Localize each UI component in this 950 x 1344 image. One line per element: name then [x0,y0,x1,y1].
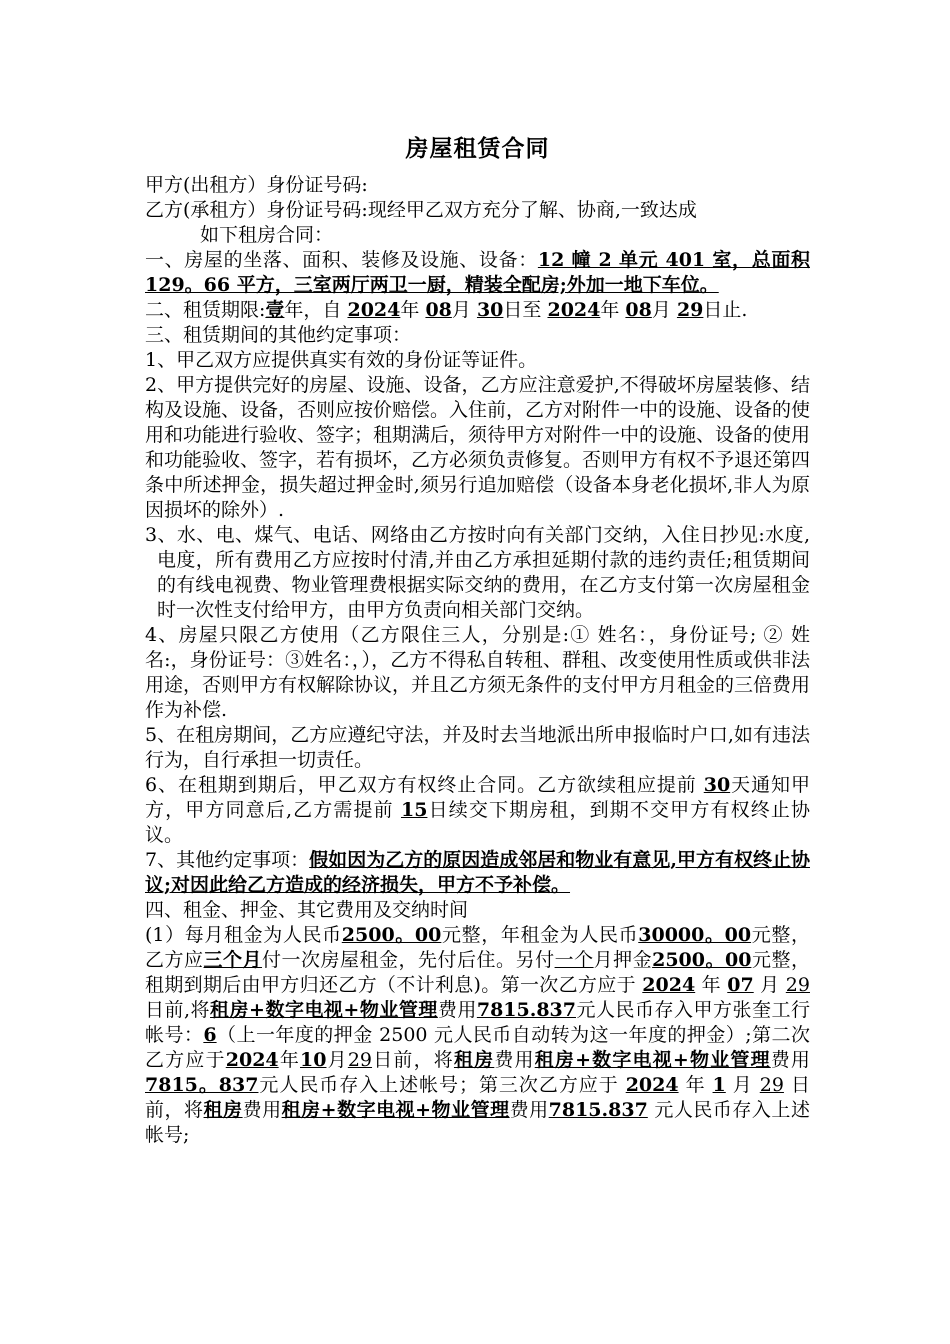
section-3-heading: 三、租赁期间的其他约定事项： [145,324,412,346]
party-b-line: 乙方(承租方）身份证号码:现经甲乙双方充分了解、协商,一致达成 [145,199,697,221]
text-run: 07 [727,974,754,996]
clause-7 [145,848,810,898]
text-run: 2024 [642,974,696,996]
text-run: 租房+数字电视+物业管理 [210,999,438,1021]
text-run: 月 [732,1074,753,1096]
text-run: 7815.837 [476,999,576,1021]
text-run: 日前，将 [145,1074,810,1121]
text-run: 2500。00 [652,949,752,971]
text-run: 月押金 [593,949,653,971]
text-run: 29 [676,299,704,321]
text-run: 租房 [453,1049,495,1071]
text-run: 15 [400,799,428,821]
text-run: 29 [759,1074,784,1096]
text-run: 2024 [225,1049,279,1071]
text-run: 二、租赁期限: [145,299,266,321]
text-run: （上一年度的押金 2500 元人民币自动转为这一年度的押金）;第二次乙方应于 [145,1024,810,1071]
text-run: 30 [703,774,731,796]
text-run: 费用 [770,1049,810,1071]
clause-2: 2、甲方提供完好的房屋、设施、设备，乙方应注意爱护,不得破坏房屋装修、结构及设施、设备，否则应按价赔偿。入住前，乙方对附件一中的设施、设备的使用和功能进行验收、签字；租期满后，须待甲方对附件一中的设施、设备的使用和功能验收、签字，若有损坏，乙方必须负责修复。否则甲方有权不予退还第四条中所述押金，损失超过押金时,须另行追加赔偿（设备本身老化损坏,非人为原因损坏的除外）. [145,374,811,521]
section-1 [145,248,810,298]
clause-5: 5、在租房期间，乙方应遵纪守法，并及时去当地派出所申报临时户口,如有违法行为，自行承担一切责任。 [145,724,810,771]
text-run: (1）每月租金为人民币 [145,924,342,946]
clause-3: 3、水、电、煤气、电话、网络由乙方按时向有关部门交纳，入住日抄见:水度,电度，所有费用乙方应按时付清,并由乙方承担延期付款的违约责任;租赁期间的有线电视费、物业管理费根据实际交纳的费用，在乙方支付第一次房屋租金时一次性支付给甲方，由甲方负责向相关部门交纳。 [145,524,810,621]
text-run: 日止. [703,299,748,321]
text-run: 30000。00 [638,924,752,946]
text-run: 费用 [437,999,477,1021]
clause-4: 4、房屋只限乙方使用（乙方限住三人，分别是:① 姓名：，身份证号; ② 姓名:，身份证号：③姓名：，），乙方不得私自转租、群租、改变使用性质或供非法用途，否则甲方有权解除协议，并且乙方须无条件的支付甲方月租金的三倍费用作为补偿. [145,624,811,721]
property-detail: 12 幢 2 单元 401 室，总面积 129。66 平方，三室两厅两卫一厨，精装全配房;外加一地下车位。 [145,249,810,296]
text-run: 年 [685,1074,706,1096]
party-a-line: 甲方(出租方）身份证号码: [145,174,368,196]
text-run: 费用 [509,1099,549,1121]
section-2 [145,298,810,323]
text-run: 三个月 [203,949,263,971]
text-run: 7815.837 [548,1099,648,1121]
text-run: 元人民币存入甲方张奎工行帐号： [145,999,810,1046]
text-run: 08 [625,299,652,321]
text-run: 租房 [203,1099,243,1121]
text-run: 付一次房屋租金，先付后住。另付 [262,949,555,971]
text-run: 7、其他约定事项： [145,849,310,871]
text-run: 元人民币存入上述帐号; [145,1099,810,1146]
text-run: 2024 [547,299,601,321]
text-run: 月 [451,299,471,321]
text-run: 一、房屋的坐落、面积、装修及设施、设备： [145,249,538,271]
text-run: 6 [203,1024,217,1046]
text-run: 年 [701,974,721,996]
text-run: 租房+数字电视+物业管理 [281,1099,510,1121]
rent-clause-1 [145,923,810,1148]
text-run: 2500。00 [341,924,442,946]
clause-6 [145,773,810,848]
text-run: 月 [651,299,671,321]
clause-1: 1、甲乙双方应提供真实有效的身份证等证件。 [145,349,538,371]
text-run: 一个 [554,949,594,971]
section-4-heading: 四、租金、押金、其它费用及交纳时间 [145,899,469,921]
text-run: 年 [278,1049,301,1071]
text-run: 2024 [625,1074,679,1096]
text-run: 日续交下期房租，到期不交甲方有权终止协议。 [145,799,810,846]
text-run: 月 [760,974,780,996]
text-run: 年，自 [284,299,342,321]
document-title: 房屋租赁合同 [405,135,550,162]
text-run: 08 [425,299,452,321]
text-run: 月 [326,1049,348,1071]
other-terms: 假如因为乙方的原因造成邻居和物业有意见,甲方有权终止协议;对因此给乙方造成的经济损失，甲方不予补偿。 [145,849,810,896]
text-run: 10 [300,1049,327,1071]
party-b-line-cont: 如下租房合同： [200,224,334,246]
text-run: 6、在租期到期后，甲乙双方有权终止合同。乙方欲续租应提前 [145,774,697,796]
text-run: 日至 [503,299,542,321]
text-run: 费用 [242,1099,282,1121]
text-run: 元整，乙方应 [145,924,810,971]
text-run: 年 [400,299,420,321]
text-run: 2024 [347,299,401,321]
text-run: 30 [476,299,504,321]
text-run: 元人民币存入上述帐号；第三次乙方应于 [258,1074,619,1096]
text-run: 1 [712,1074,726,1096]
text-run: 元整，年租金为人民币 [441,924,639,946]
text-run: 年 [600,299,620,321]
text-run: 日前,将 [145,999,211,1021]
text-run: 29 [347,1049,373,1071]
text-run: 元整，租期到期后由甲方归还乙方（不计利息)。第一次乙方应于 [145,949,810,996]
text-run: 29 [785,974,810,996]
text-run: 天通知甲方，甲方同意后,乙方需提前 [145,774,810,821]
text-run: 日前，将 [372,1049,454,1071]
text-run: 壹 [265,299,285,321]
text-run: 租房+数字电视+物业管理 [534,1049,771,1071]
text-run: 费用 [494,1049,535,1071]
text-run: 7815。837 [145,1074,259,1096]
